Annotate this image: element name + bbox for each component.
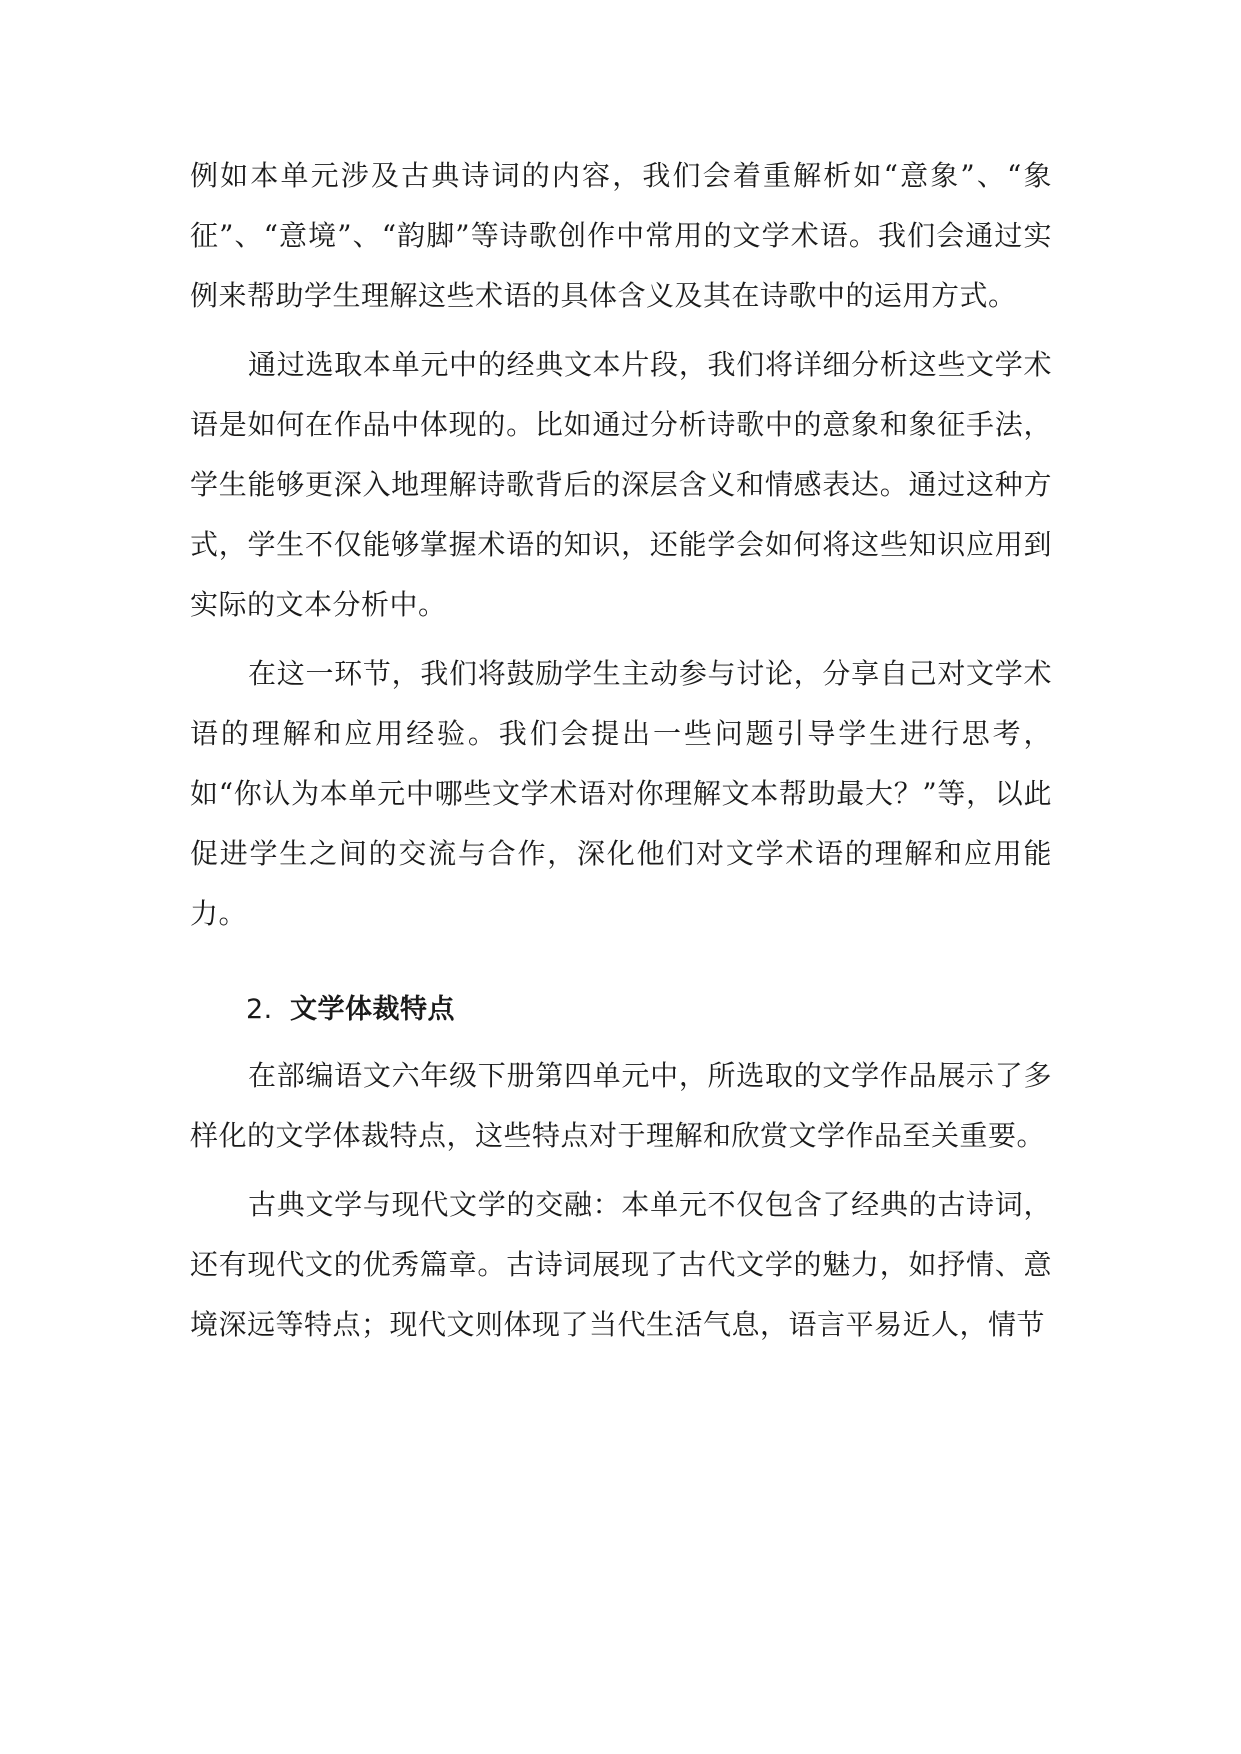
paragraph-genre-overview: 在部编语文六年级下册第四单元中，所选取的文学作品展示了多样化的文学体裁特点，这些特点对于理解和欣赏文学作品至关重要。 <box>190 1059 1052 1152</box>
paragraph-literary-terms-intro: 例如本单元涉及古典诗词的内容，我们会着重解析如“意象”、“象征”、“意境”、“韵脚”等诗歌创作中常用的文学术语。我们会通过实例来帮助学生理解这些术语的具体含义及其在诗歌中的运用方式。 <box>190 159 1052 312</box>
paragraph-text-analysis: 通过选取本单元中的经典文本片段，我们将详细分析这些文学术语是如何在作品中体现的。比如通过分析诗歌中的意象和象征手法，学生能够更深入地理解诗歌背后的深层含义和情感表达。通过这种方式，学生不仅能够掌握术语的知识，还能学会如何将这些知识应用到实际的文本分析中。 <box>190 348 1052 621</box>
section-heading <box>190 980 1052 1040</box>
paragraph-discussion: 在这一环节，我们将鼓励学生主动参与讨论，分享自己对文学术语的理解和应用经验。我们会提出一些问题引导学生进行思考，如“你认为本单元中哪些文学术语对你理解文本帮助最大？”等，以此促进学生之间的交流与合作，深化他们对文学术语的理解和应用能力。 <box>190 657 1052 930</box>
document-body <box>190 146 1052 1355</box>
paragraph-classical-modern: 古典文学与现代文学的交融：本单元不仅包含了经典的古诗词，还有现代文的优秀篇章。古诗词展现了古代文学的魅力，如抒情、意境深远等特点；现代文则体现了当代生活气息，语言平易近人，情节 <box>190 1188 1052 1341</box>
section-number: 2. <box>246 994 273 1025</box>
section-title: 文学体裁特点 <box>290 994 455 1025</box>
